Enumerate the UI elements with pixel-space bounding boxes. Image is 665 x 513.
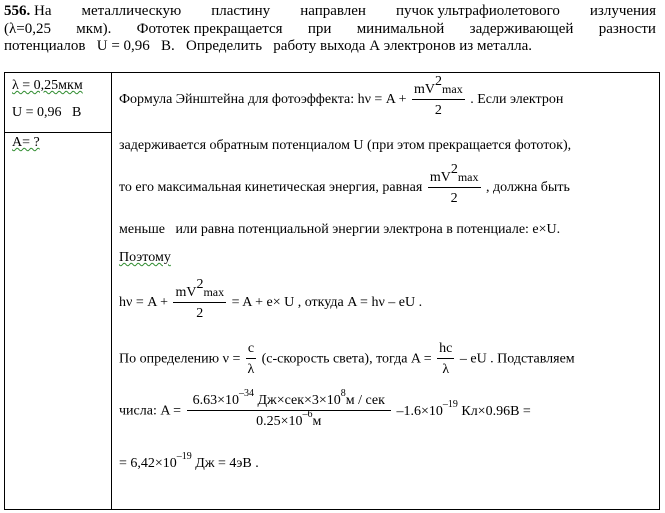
fraction-kinetic-2: $\frac{mV^2\max}{2}$ bbox=[429, 162, 479, 206]
fraction-nu: $\frac{c}{\lambda}$ bbox=[247, 341, 255, 377]
fraction-numbers: $\frac{6.63\times 10^{-34} Дж\times сек\times 3\times 10^8м / сек}{0.25\times 10^{-6}м}$ bbox=[187, 392, 391, 431]
solution-line-1: Формула Эйнштейна для фотоэффекта: hν = A + $\frac{mV^2\max}{2}$ . Если электрон bbox=[119, 74, 564, 118]
solution-line-3: то его максимальная кинетическая энергия, равная $\frac{mV^2\max}{2}$ , должна быть bbox=[119, 162, 570, 206]
problem-line-2: (λ=0,25 мкм). Фототек прекращается при минимальной задерживающей разности bbox=[4, 20, 656, 37]
solution-line-6: По определению ν = $\frac{c}{\lambda}$ (c-скорость света), тогда A = $\frac{hc}{\lambda}$ – eU . Подставляем bbox=[119, 341, 575, 377]
problem-line-1: 556. На металлическую пластину направлен пучок ультрафиолетового излучения bbox=[4, 3, 656, 19]
solution-line-2: задерживается обратным потенциалом U (при этом прекращается фототок), bbox=[119, 138, 572, 153]
solution-line-4: меньше или равна потенциальной энергии электрона в потенциале: e×U. bbox=[119, 222, 561, 237]
given-find: A= ? bbox=[12, 135, 40, 150]
solution-line-5: Поэтому bbox=[119, 250, 171, 265]
table-divider bbox=[111, 72, 112, 510]
fraction-kinetic-3: $\frac{mV^2\max}{2}$ bbox=[175, 277, 225, 321]
solution-result: = $6,42\times 10^{-19}$ Дж = 4эВ . bbox=[119, 451, 259, 471]
problem-statement bbox=[4, 3, 656, 56]
problem-line-3: потенциалов U = 0,96 В. Определить работу выхода А электронов из металла. bbox=[4, 38, 533, 54]
table-right-border bbox=[659, 72, 660, 510]
problem-number: 556. bbox=[4, 3, 31, 19]
solution-line-7: числа: A = $\frac{6.63\times 10^{-34} Дж\times сек\times 3\times 10^8м / сек}{0.25\times 10^{-6}м}$ $-1.6\times 10^{-19}$ Кл×0.96В = bbox=[119, 388, 531, 429]
table-left-border bbox=[4, 72, 5, 510]
solution-equation-1: hν = A + $\frac{mV^2\max}{2}$ = A + e× U , откуда A = hν – eU . bbox=[119, 277, 423, 321]
fraction-hc: $\frac{hc}{\lambda}$ bbox=[439, 341, 453, 377]
table-top-border bbox=[4, 72, 660, 73]
table-bottom-border bbox=[4, 509, 660, 510]
given-lambda: λ = 0,25мкм bbox=[12, 78, 83, 93]
given-voltage: U = 0,96 В bbox=[12, 105, 82, 120]
fraction-kinetic-1: $\frac{mV^2\max}{2}$ bbox=[414, 74, 463, 118]
given-divider bbox=[4, 132, 111, 133]
